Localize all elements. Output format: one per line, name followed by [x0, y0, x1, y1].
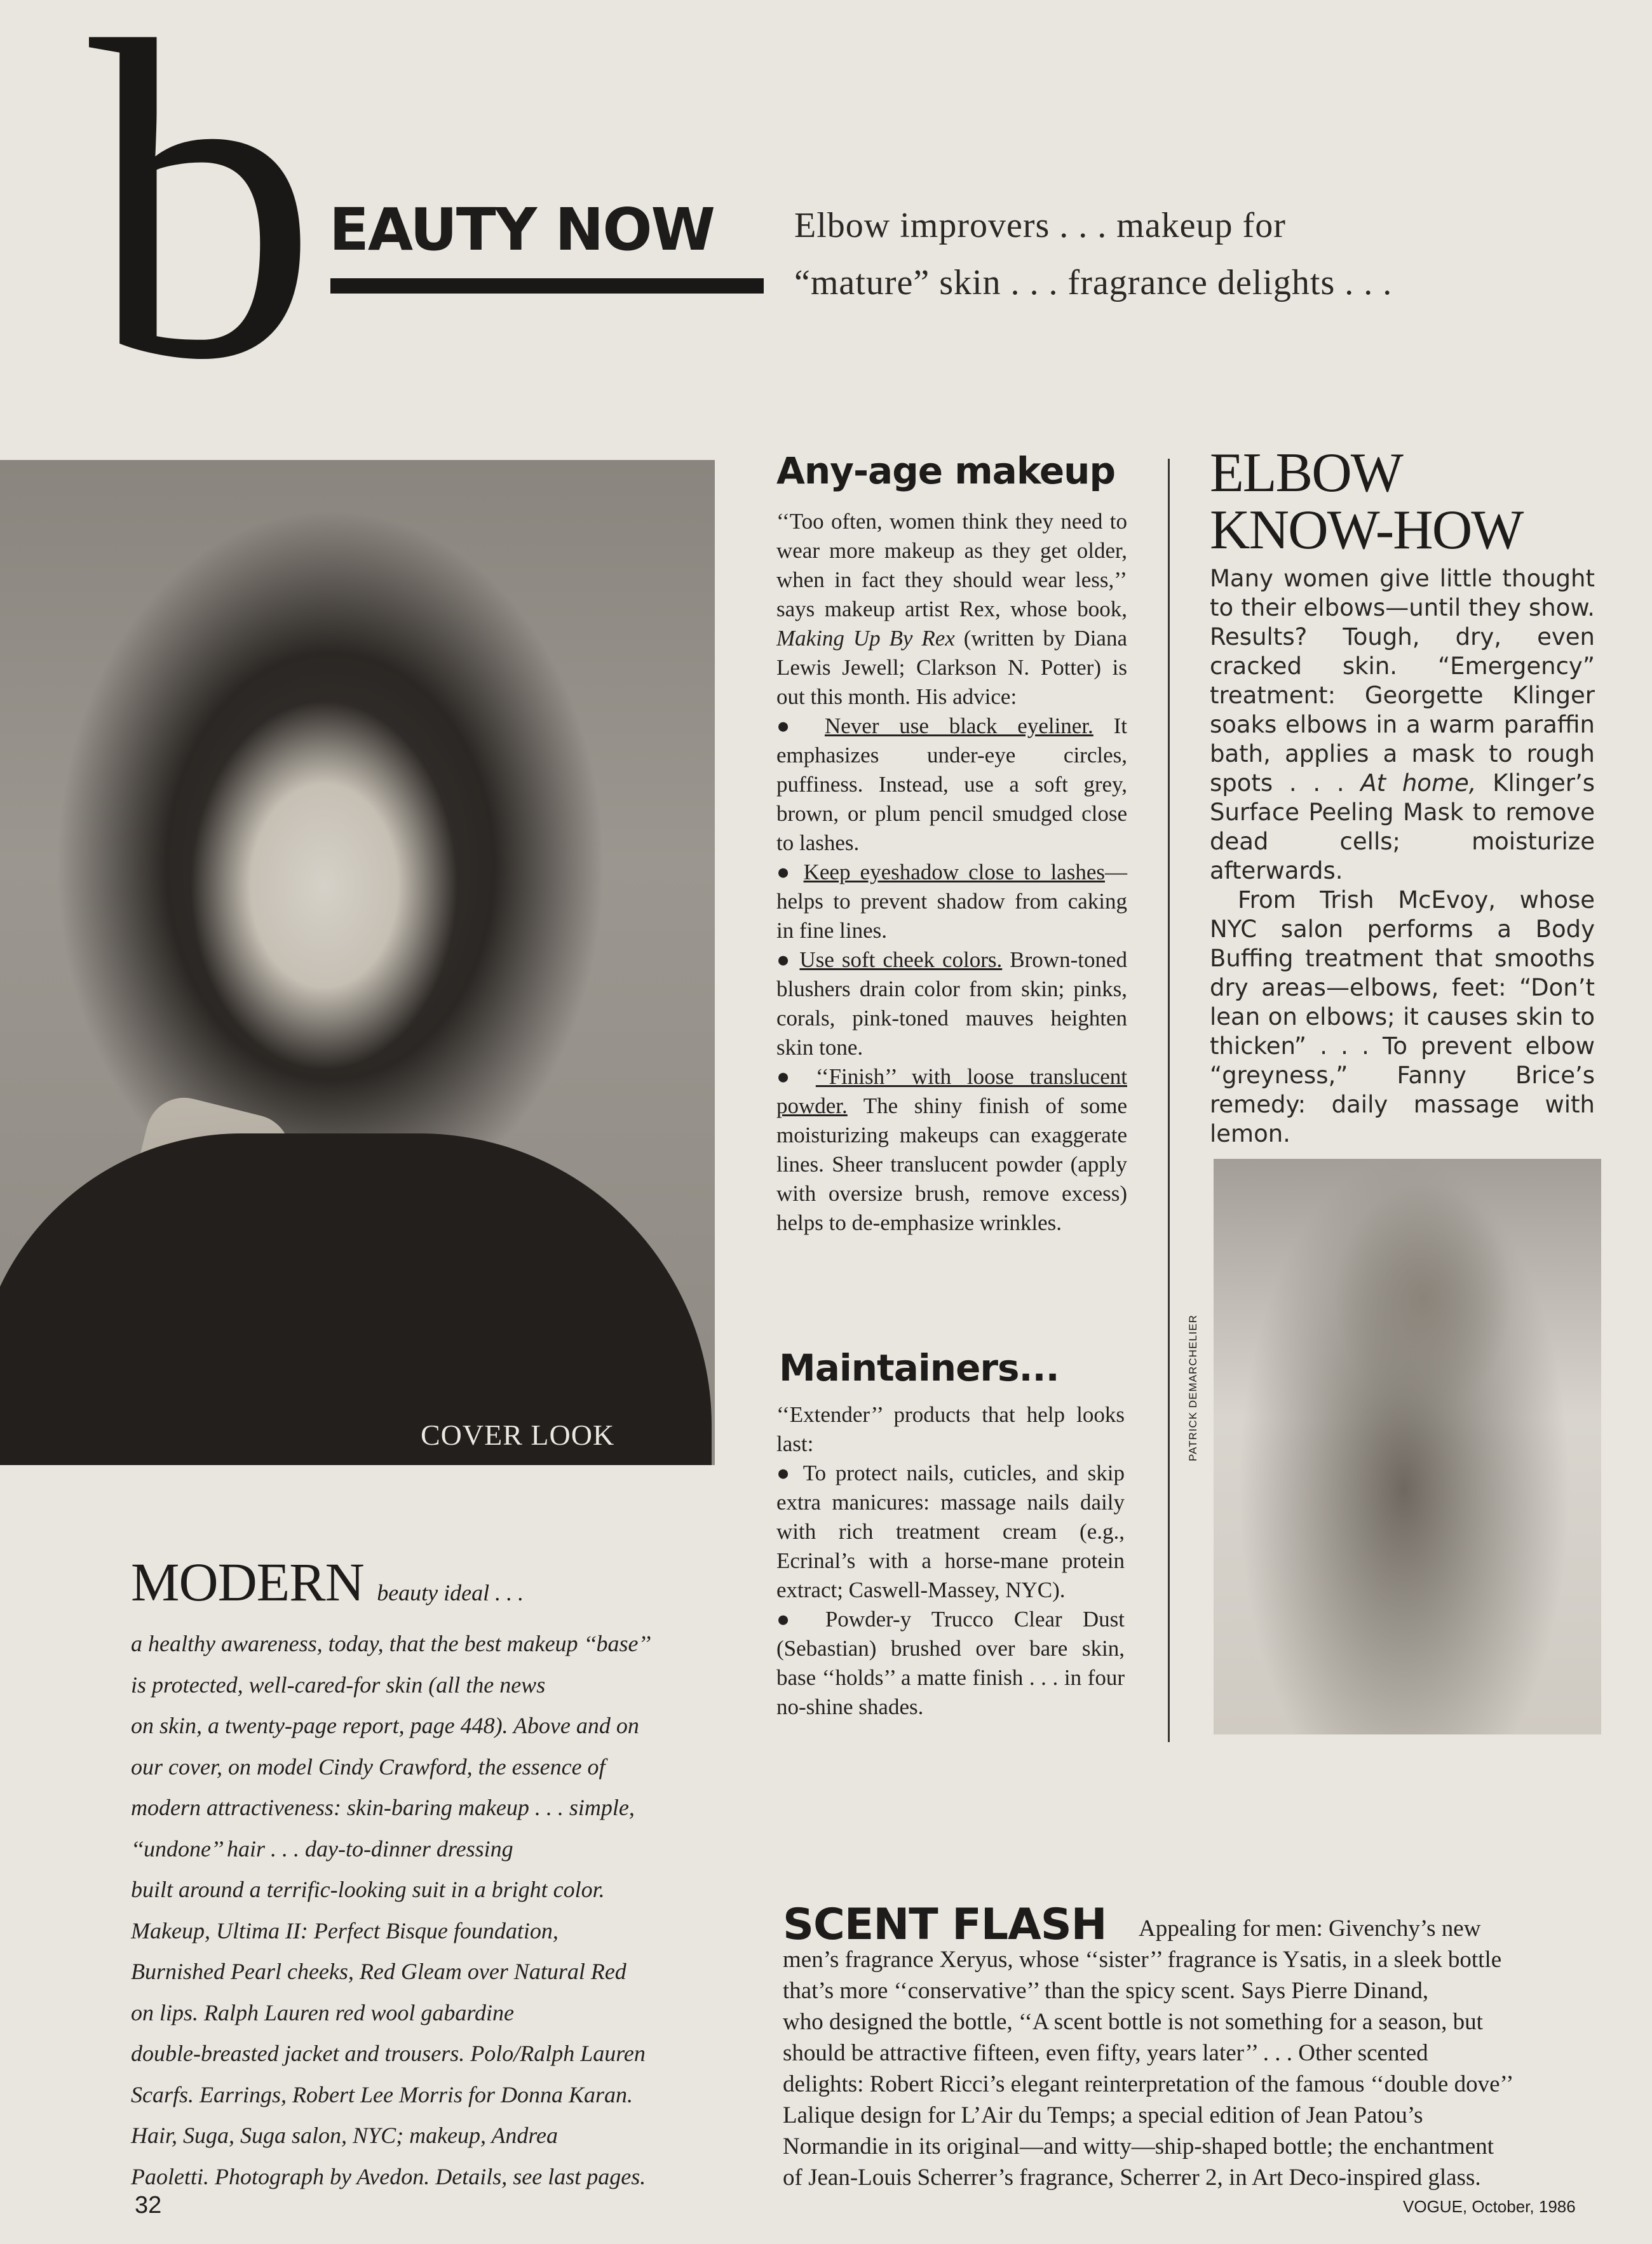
tip-text: Brown-toned blushers drain color from skin; pinks, corals, pink-toned mauves heighten skin tone. — [776, 947, 1127, 1060]
modern-heading-word: MODERN — [131, 1551, 364, 1612]
tip-lead: Keep eyeshadow close to lashes — [803, 860, 1105, 884]
scent-flash-heading: SCENT FLASH — [783, 1900, 1107, 1950]
elbow-emphasis: At home, — [1360, 769, 1477, 797]
photo-jacket-shape — [0, 1133, 712, 1465]
caption-line: is protected, well-cared-for skin (all the news — [131, 1672, 546, 1698]
scent-first-line: Appealing for men: Givenchy’s new — [1139, 1916, 1481, 1942]
caption-line: Paoletti. Photograph by Avedon. Details, see last pages. — [131, 2163, 646, 2189]
tip-item — [776, 858, 1127, 945]
scent-line: Lalique design for L’Air du Temps; a special edition of Jean Patou’s — [783, 2102, 1423, 2128]
modern-heading-tagline: beauty ideal . . . — [377, 1580, 524, 1605]
caption-line: Hair, Suga, Suga salon, NYC; makeup, Andrea — [131, 2123, 559, 2148]
tip-text: It emphasizes under-eye circles, puffiness. Instead, use a soft grey, brown, or plum pencil smudged close to lashes. — [776, 713, 1127, 855]
elbow-paragraph-1 — [1210, 564, 1595, 886]
any-age-body — [776, 507, 1127, 1238]
caption-line: our cover, on model Cindy Crawford, the essence of — [131, 1754, 606, 1780]
caption-line: double-breasted jacket and trousers. Polo/Ralph Lauren — [131, 2041, 646, 2066]
title-underline-bar — [330, 278, 764, 294]
tip-item — [776, 945, 1127, 1062]
scent-flash-body — [783, 1944, 1628, 2193]
cover-caption — [131, 1623, 760, 2197]
elbow-heading-line-1: ELBOW — [1210, 442, 1402, 504]
modern-heading — [131, 1550, 703, 1625]
tip-lead: Never use black eyeliner. — [824, 713, 1093, 738]
caption-line: Burnished Pearl cheeks, Red Gleam over Natural Red — [131, 1959, 626, 1984]
scent-line: men’s fragrance Xeryus, whose ‘‘sister’’ fragrance is Ysatis, in a sleek bottle — [783, 1947, 1502, 1973]
scent-line: Normandie in its original—and witty—ship-shaped bottle; the enchantment — [783, 2133, 1494, 2160]
elbow-heading-line-2: KNOW-HOW — [1210, 499, 1523, 561]
tip-lead: ‘‘Finish’’ with loose translucent powder. — [776, 1064, 1127, 1118]
elbow-text-a: Many women give little thought to their elbows—until they show. Results? Tough, dry, even cracked skin. “Emergency” treatment: Georgette Klinger soaks elbows in a warm paraffin bath, applies a mask to rough spots . . . — [1210, 565, 1595, 797]
folio: VOGUE, October, 1986 — [1403, 2197, 1576, 2216]
elbow-text-b: Klinger’s Surface Peeling Mask to remove dead cells; moisturize afterwards. — [1210, 769, 1595, 884]
scent-line: who designed the bottle, ‘‘A scent bottle is not something for a season, but — [783, 2009, 1483, 2035]
maintainers-intro: ‘‘Extender’’ products that help looks last: — [776, 1402, 1125, 1456]
cover-look-label: COVER LOOK — [421, 1419, 615, 1451]
tip-lead: Use soft cheek colors. — [799, 947, 1003, 972]
photo-credit: PATRICK DEMARCHELIER — [1187, 1315, 1199, 1461]
intro-text-2: (written by Diana Lewis Jewell; Clarkson N. Potter) is out this month. His advice: — [776, 626, 1127, 709]
page-number: 32 — [135, 2192, 162, 2219]
intro-text-1: ‘‘Too often, women think they need to wear more makeup as they get older, when in fact they should wear less,’’ says makeup artist Rex, whose book, — [776, 509, 1127, 621]
book-title: Making Up By Rex — [776, 626, 955, 651]
elbow-body — [1210, 564, 1595, 1149]
maintainer-item: ● Powder-y Trucco Clear Dust (Sebastian) brushed over bare skin, base ‘‘holds’’ a matte finish . . . in four no-shine shades. — [776, 1605, 1125, 1722]
caption-line: a healthy awareness, today, that the best makeup ‘‘base’’ — [131, 1631, 651, 1656]
tip-item — [776, 1062, 1127, 1238]
tip-text: —helps to prevent shadow from caking in fine lines. — [776, 860, 1127, 943]
caption-line: Scarfs. Earrings, Robert Lee Morris for Donna Karan. — [131, 2081, 633, 2107]
maintainers-body — [776, 1400, 1125, 1722]
caption-line: Makeup, Ultima II: Perfect Bisque foundation, — [131, 1917, 559, 1943]
caption-line: ‘‘undone’’ hair . . . day-to-dinner dressing — [131, 1835, 513, 1862]
scent-line: should be attractive fifteen, even fifty, years later’’ . . . Other scented — [783, 2040, 1428, 2066]
cover-photo — [0, 460, 715, 1465]
caption-line: on lips. Ralph Lauren red wool gabardine — [131, 1999, 514, 2025]
scent-line: of Jean-Louis Scherrer’s fragrance, Scherrer 2, in Art Deco-inspired glass. — [783, 2165, 1481, 2191]
subtitle-line-2: “mature” skin . . . fragrance delights . . . — [794, 263, 1393, 302]
caption-line: on skin, a twenty-page report, page 448). Above and on — [131, 1713, 639, 1738]
drop-initial-b: b — [89, 0, 305, 454]
subtitle-line-1: Elbow improvers . . . makeup for — [794, 206, 1286, 245]
maintainer-item: ● To protect nails, cuticles, and skip extra manicures: massage nails daily with rich treatment cream (e.g., Ecrinal’s with a horse-mane protein extract; Caswell-Massey, NYC). — [776, 1459, 1125, 1605]
caption-line: built around a terrific-looking suit in a bright color. — [131, 1877, 605, 1902]
elbow-paragraph-2: From Trish McEvoy, whose NYC salon performs a Body Buffing treatment that smooths dry areas—elbows, feet: “Don’t lean on elbows; it causes skin to thicken” . . . To prevent elbow “greyness,” Fanny Brice’s remedy: daily massage with lemon. — [1210, 886, 1595, 1147]
scent-line: delights: Robert Ricci’s elegant reinterpretation of the famous ‘‘double dove’’ — [783, 2071, 1514, 2097]
column-divider — [1168, 459, 1170, 1742]
section-subtitle — [794, 197, 1557, 311]
tip-text: The shiny finish of some moisturizing makeups can exaggerate lines. Sheer translucent powder (apply with oversize brush, remove excess) helps to de-emphasize wrinkles. — [776, 1093, 1127, 1235]
any-age-heading: Any-age makeup — [776, 449, 1115, 492]
side-photo — [1214, 1159, 1601, 1734]
tip-item — [776, 712, 1127, 858]
elbow-heading — [1210, 442, 1566, 561]
caption-line: modern attractiveness: skin-baring makeup . . . simple, — [131, 1795, 635, 1820]
maintainers-heading: Maintainers... — [779, 1346, 1059, 1389]
section-title: EAUTY NOW — [329, 196, 715, 264]
scent-line: that’s more ‘‘conservative’’ than the spicy scent. Says Pierre Dinand, — [783, 1978, 1429, 2004]
any-age-intro — [776, 507, 1127, 712]
